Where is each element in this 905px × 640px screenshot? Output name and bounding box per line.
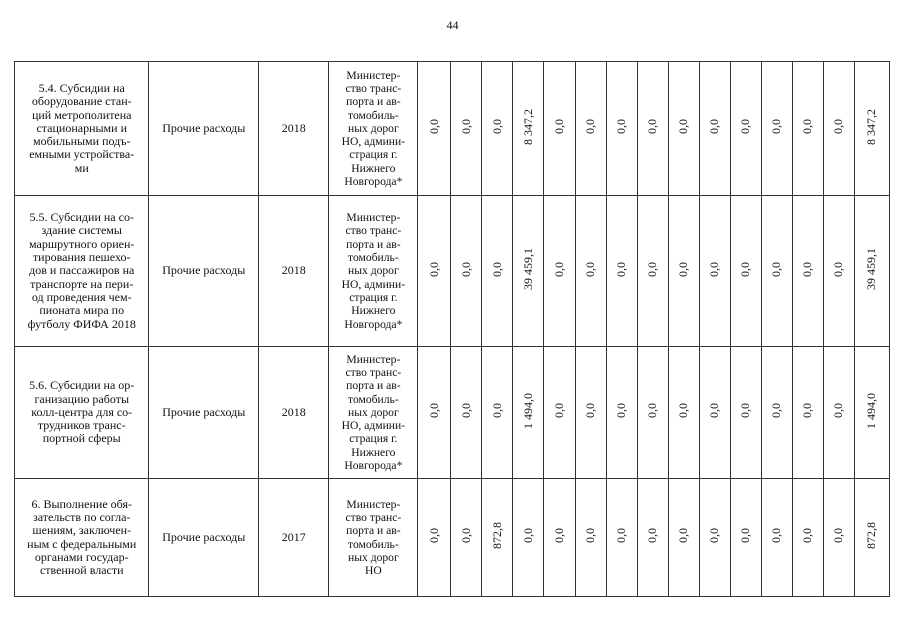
program-name-cell: 5.5. Субсидии на со- здание системы маршрутного ориен- тирования пешехо- дов и пассажиров на транспорте на пери- од проведения чем- пионата мира по футболу ФИФА 2018: [15, 196, 149, 347]
total-cell: [854, 347, 889, 479]
value-cell: [730, 196, 761, 347]
value-text: 0,0: [768, 119, 783, 135]
value-cell: [482, 196, 513, 347]
value-text: 0,0: [799, 403, 814, 419]
value-cell: [451, 196, 482, 347]
value-text: 0,0: [582, 261, 597, 277]
value-text: 0,0: [644, 261, 659, 277]
executor-cell: Министер- ство транс- порта и ав- томобиль- ных дорог НО, админи- страция г. Нижнего Новгорода*: [329, 347, 418, 479]
value-cell: [513, 347, 544, 479]
expenditure-table: [14, 61, 890, 597]
value-text: 0,0: [799, 528, 814, 544]
value-text: 0,0: [830, 403, 845, 419]
value-text: 0,0: [644, 119, 659, 135]
value-cell: [418, 479, 451, 597]
expense-type-cell: Прочие расходы: [149, 62, 259, 196]
value-text: 0,0: [830, 528, 845, 544]
expense-type-cell: Прочие расходы: [149, 196, 259, 347]
value-cell: [761, 479, 792, 597]
value-text: 0,0: [737, 528, 752, 544]
value-cell: [761, 62, 792, 196]
value-cell: [513, 62, 544, 196]
value-text: 0,0: [737, 261, 752, 277]
value-cell: [823, 196, 854, 347]
value-cell: [637, 196, 668, 347]
value-cell: [606, 347, 637, 479]
value-cell: [482, 347, 513, 479]
value-text: 0,0: [799, 119, 814, 135]
value-cell: [699, 62, 730, 196]
value-text: 0,0: [426, 261, 441, 277]
value-cell: [668, 479, 699, 597]
value-cell: [823, 347, 854, 479]
value-text: 0,0: [582, 528, 597, 544]
value-text: 0,0: [458, 403, 473, 419]
value-text: 39 459,1: [520, 248, 535, 291]
value-cell: [637, 347, 668, 479]
page-number: 44: [446, 18, 459, 32]
value-text: 0,0: [675, 528, 690, 544]
value-cell: [482, 62, 513, 196]
total-cell: [854, 62, 889, 196]
program-name-cell: 6. Выполнение обя- зательств по согла- шениям, заключен- ным с федеральными органами государ- ственной власти: [15, 479, 149, 597]
value-cell: [575, 479, 606, 597]
value-cell: [668, 196, 699, 347]
value-cell: [418, 196, 451, 347]
value-text: 0,0: [644, 528, 659, 544]
value-text: 0,0: [520, 528, 535, 544]
value-text: 0,0: [613, 119, 628, 135]
value-cell: [575, 62, 606, 196]
value-text: 0,0: [706, 119, 721, 135]
value-text: 0,0: [458, 528, 473, 544]
total-text: 39 459,1: [864, 248, 879, 291]
value-text: 0,0: [551, 403, 566, 419]
value-text: 0,0: [768, 403, 783, 419]
year-cell: 2018: [259, 196, 329, 347]
program-name-cell: 5.6. Субсидии на ор- ганизацию работы колл-центра для со- трудников транс- портной сферы: [15, 347, 149, 479]
value-cell: [668, 62, 699, 196]
table-row: [15, 62, 890, 196]
value-cell: [792, 196, 823, 347]
value-text: 872,8: [489, 522, 504, 550]
value-text: 0,0: [551, 528, 566, 544]
value-cell: [699, 347, 730, 479]
value-cell: [575, 347, 606, 479]
year-cell: 2018: [259, 347, 329, 479]
value-text: 0,0: [613, 403, 628, 419]
value-text: 0,0: [830, 261, 845, 277]
value-text: 8 347,2: [520, 108, 535, 145]
value-text: 0,0: [706, 261, 721, 277]
value-text: 0,0: [426, 403, 441, 419]
program-name-cell: 5.4. Субсидии на оборудование стан- ций метрополитена стационарными и мобильными подъ- емными устройства- ми: [15, 62, 149, 196]
total-text: 8 347,2: [864, 108, 879, 145]
value-cell: [544, 196, 575, 347]
value-cell: [668, 347, 699, 479]
value-text: 0,0: [644, 403, 659, 419]
value-cell: [451, 62, 482, 196]
value-text: 0,0: [706, 528, 721, 544]
value-cell: [761, 347, 792, 479]
value-text: 0,0: [768, 528, 783, 544]
executor-cell: Министер- ство транс- порта и ав- томобиль- ных дорог НО, админи- страция г. Нижнего Новгорода*: [329, 196, 418, 347]
value-cell: [823, 62, 854, 196]
value-text: 0,0: [768, 261, 783, 277]
value-text: 0,0: [830, 119, 845, 135]
value-text: 0,0: [458, 119, 473, 135]
table-row: [15, 479, 890, 597]
value-cell: [575, 196, 606, 347]
table-row: [15, 196, 890, 347]
value-cell: [637, 62, 668, 196]
year-cell: 2017: [259, 479, 329, 597]
value-text: 0,0: [582, 403, 597, 419]
total-cell: [854, 479, 889, 597]
value-text: 0,0: [551, 261, 566, 277]
value-cell: [451, 479, 482, 597]
value-cell: [699, 479, 730, 597]
expense-type-cell: Прочие расходы: [149, 479, 259, 597]
value-text: 0,0: [613, 261, 628, 277]
table-row: [15, 347, 890, 479]
total-text: 1 494,0: [864, 392, 879, 429]
value-text: 0,0: [675, 403, 690, 419]
value-cell: [606, 196, 637, 347]
value-cell: [637, 479, 668, 597]
value-text: 0,0: [737, 403, 752, 419]
value-text: 0,0: [551, 119, 566, 135]
expense-type-cell: Прочие расходы: [149, 347, 259, 479]
executor-cell: Министер- ство транс- порта и ав- томобиль- ных дорог НО: [329, 479, 418, 597]
value-cell: [730, 479, 761, 597]
value-text: 0,0: [706, 403, 721, 419]
value-cell: [606, 62, 637, 196]
value-text: 0,0: [458, 261, 473, 277]
value-text: 0,0: [582, 119, 597, 135]
value-text: 0,0: [613, 528, 628, 544]
value-cell: [482, 479, 513, 597]
value-text: 0,0: [675, 119, 690, 135]
value-text: 0,0: [489, 403, 504, 419]
value-cell: [513, 479, 544, 597]
value-cell: [761, 196, 792, 347]
value-cell: [730, 347, 761, 479]
total-cell: [854, 196, 889, 347]
value-cell: [792, 62, 823, 196]
value-cell: [513, 196, 544, 347]
value-cell: [544, 347, 575, 479]
value-cell: [792, 479, 823, 597]
value-cell: [823, 479, 854, 597]
executor-cell: Министер- ство транс- порта и ав- томобиль- ных дорог НО, админи- страция г. Нижнего Новгорода*: [329, 62, 418, 196]
value-cell: [730, 62, 761, 196]
value-text: 0,0: [489, 119, 504, 135]
value-cell: [544, 479, 575, 597]
total-text: 872,8: [864, 522, 879, 550]
value-cell: [606, 479, 637, 597]
value-text: 0,0: [489, 261, 504, 277]
value-text: 0,0: [737, 119, 752, 135]
year-cell: 2018: [259, 62, 329, 196]
value-cell: [699, 196, 730, 347]
value-cell: [792, 347, 823, 479]
value-cell: [544, 62, 575, 196]
value-text: 1 494,0: [520, 392, 535, 429]
value-text: 0,0: [675, 261, 690, 277]
value-text: 0,0: [426, 528, 441, 544]
value-cell: [418, 347, 451, 479]
value-cell: [418, 62, 451, 196]
value-text: 0,0: [799, 261, 814, 277]
value-cell: [451, 347, 482, 479]
value-text: 0,0: [426, 119, 441, 135]
